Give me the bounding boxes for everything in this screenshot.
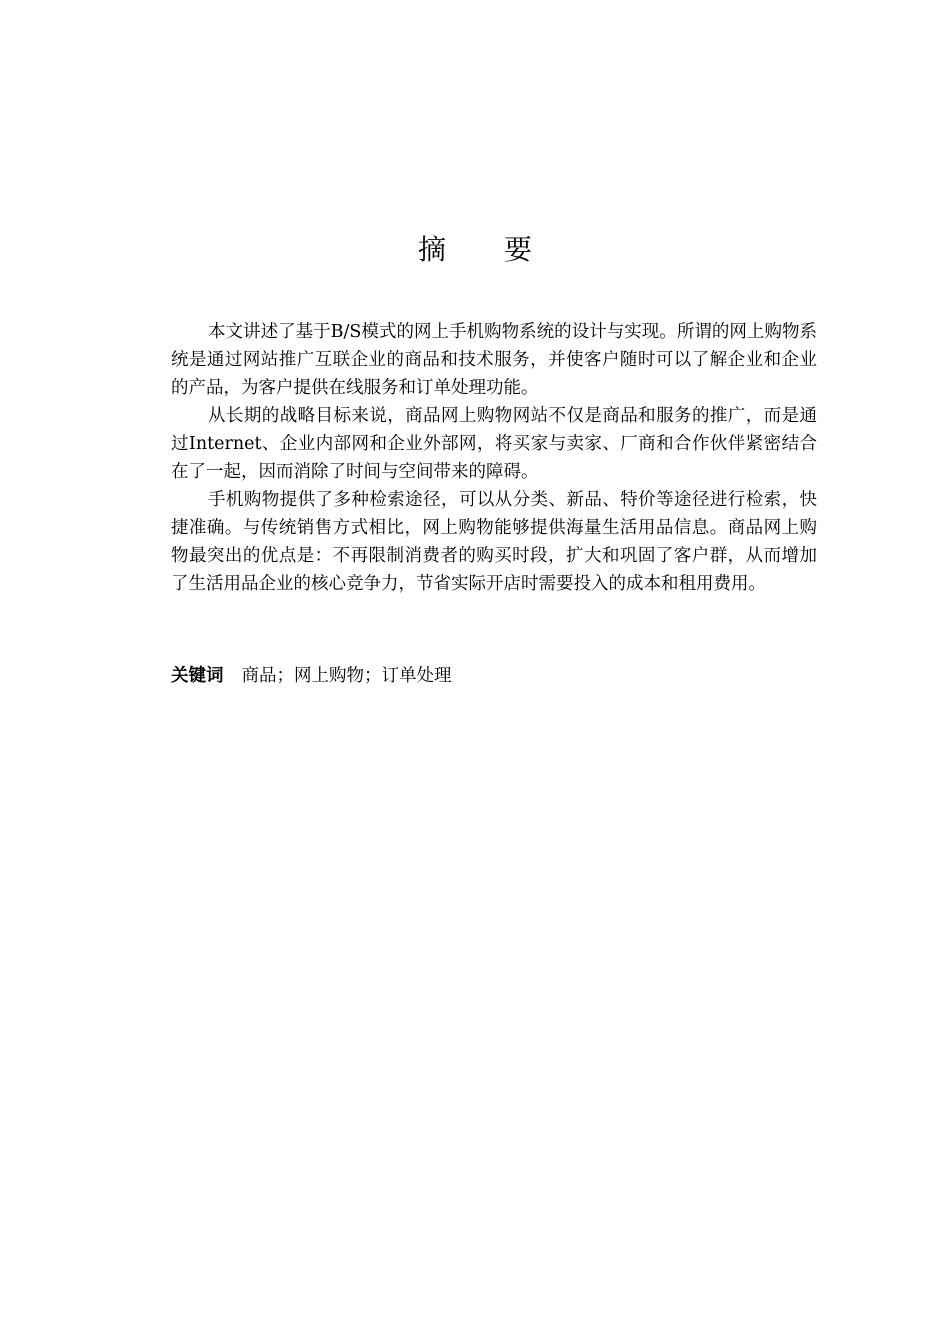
keywords-label: 关键词 <box>171 666 224 686</box>
abstract-title-char-2: 要 <box>504 233 533 266</box>
keywords-value: 商品；网上购物；订单处理 <box>241 666 452 686</box>
abstract-body <box>171 318 817 598</box>
abstract-paragraph-1: 本文讲述了基于B/S模式的网上手机购物系统的设计与实现。所谓的网上购物系统是通过网站推广互联企业的商品和技术服务，并使客户随时可以了解企业和企业的产品，为客户提供在线服务和订单处理功能。 <box>171 322 817 398</box>
keywords-line <box>171 662 817 690</box>
abstract-title <box>0 232 950 268</box>
abstract-paragraph-3: 手机购物提供了多种检索途径，可以从分类、新品、特价等途径进行检索，快捷准确。与传统销售方式相比，网上购物能够提供海量生活用品信息。商品网上购物最突出的优点是：不再限制消费者的购买时段，扩大和巩固了客户群，从而增加了生活用品企业的核心竞争力，节省实际开店时需要投入的成本和租用费用。 <box>171 490 817 594</box>
abstract-paragraph-2: 从长期的战略目标来说，商品网上购物网站不仅是商品和服务的推广，而是通过Internet、企业内部网和企业外部网，将买家与卖家、厂商和合作伙伴紧密结合在了一起，因而消除了时间与空间带来的障碍。 <box>171 406 817 482</box>
abstract-title-char-1: 摘 <box>417 233 446 266</box>
